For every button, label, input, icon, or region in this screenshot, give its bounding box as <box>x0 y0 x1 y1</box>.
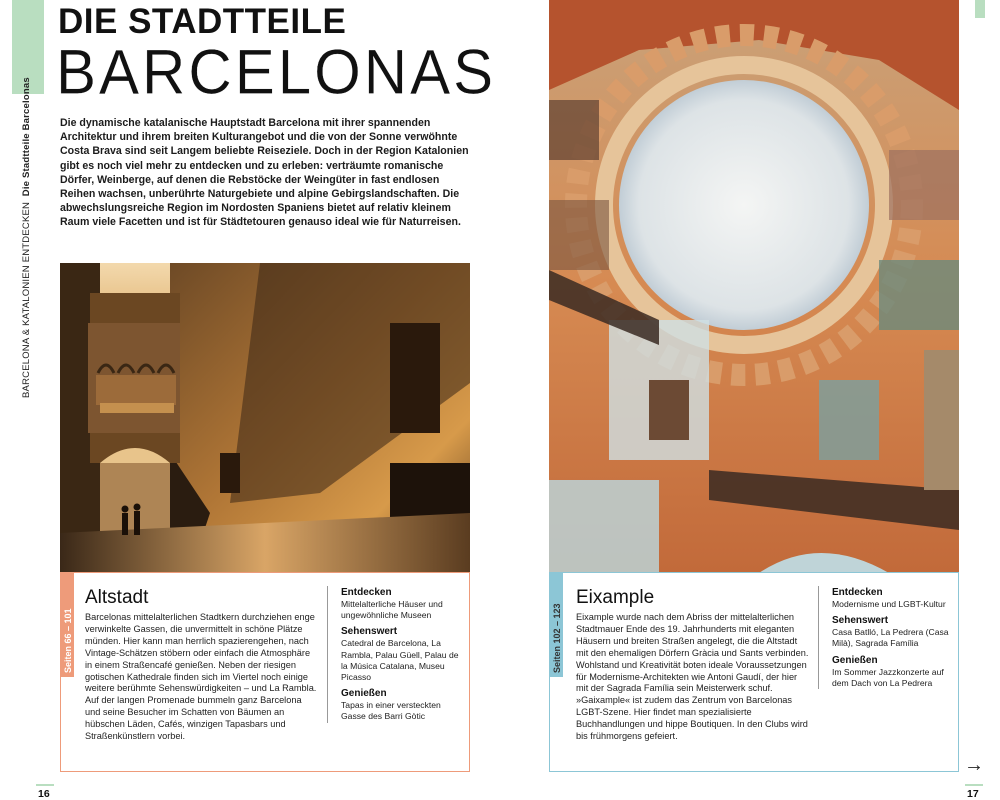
section-tab-eixample <box>549 573 563 677</box>
color-tab-right <box>975 0 985 18</box>
side-text: Mittelalterliche Häuser und ungewöhnliche Museen <box>341 599 443 621</box>
side-heading: Sehenswert <box>832 615 889 627</box>
intro-paragraph: Die dynamische katalanische Hauptstadt Barcelona mit ihrer spannenden Architektur und ihrem breiten Kulturangebot und die von der Sonne verwöhnte Costa Brava sind seit Langem beliebte Reiseziele. Doch in der Region Katalonien gibt es noch viel mehr zu entdecken und zu erleben: verträumte romanische Dörfer, Weinberge, auf denen die Rebstöcke der Weingüter in fast endlosen Reihen wachsen, unberührte Naturgebiete und alpine Gebirgslandschaften. Die abwechslungsreiche Region im Nordosten Spaniens bietet auf relativ kleinem Raum viele Facetten und ist für Städtetouren genauso ideal wie für Naturreisen. <box>60 117 469 229</box>
side-heading: Entdecken <box>341 587 392 598</box>
page-title-line1: DIE STADTTEILE <box>58 2 347 41</box>
side-text: Catedral de Barcelona, La Rambla, Palau Güell, Palau de la Música Catalana, Museu Picasso <box>341 638 459 683</box>
section-side-altstadt <box>327 586 459 723</box>
running-head-title: Die Stadtteile Barcelonas <box>21 77 32 197</box>
photo-gothic-quarter <box>60 263 470 573</box>
side-heading: Entdecken <box>832 587 883 598</box>
page-number-rule <box>36 784 54 786</box>
next-page-arrow-icon[interactable]: → <box>964 754 984 776</box>
page-number-left: 16 <box>38 788 50 800</box>
side-text: Im Sommer Jazzkonzerte auf dem Dach von La Pedrera <box>832 666 944 688</box>
section-text-eixample: Eixample wurde nach dem Abriss der mittelalterlichen Stadtmauer Ende des 19. Jahrhunderts mit eleganten Häusern und breiten Straßen angelegt, die die Altstadt mit den ehemaligen Dörfern Gràcia und Sants verbinden. Wohlstand und Kreativität boten ideale Voraussetzungen für Modernisme-Architekten wie Antoni Gaudí, der hier mit der Sagrada Família sein Meisterwerk schuf. »Gaixample« ist zudem das Zentrum von Barcelonas LGBT-Szene. Hier findet man spezialisierte Buchhandlungen und hippe Boutiquen. In den Clubs wird bis frühmorgens gefeiert. <box>576 612 809 742</box>
side-text: Casa Batlló, La Pedrera (Casa Milà), Sagrada Família <box>832 627 949 649</box>
running-head <box>18 77 40 398</box>
side-text: Tapas in einer versteckten Gasse des Barri Gòtic <box>341 700 441 722</box>
running-head-prefix: BARCELONA & KATALONIEN ENTDECKEN <box>21 201 32 398</box>
section-pages-altstadt: Seiten 66 – 101 <box>63 608 73 673</box>
page-title-line2: BARCELONAS <box>56 36 497 108</box>
photo-casa-mila-courtyard <box>549 0 959 573</box>
side-heading: Genießen <box>341 688 387 700</box>
section-tab-altstadt <box>60 573 74 677</box>
section-title-altstadt: Altstadt <box>85 587 149 608</box>
side-heading: Genießen <box>832 654 878 666</box>
section-title-eixample: Eixample <box>576 587 655 608</box>
page-number-right: 17 <box>967 788 979 800</box>
side-heading: Sehenswert <box>341 626 398 638</box>
section-text-altstadt: Barcelonas mittelalterlichen Stadtkern durchziehen enge verwinkelte Gassen, die unvermittelt in schöne Plätze münden. Hier kann man herrlich spazierengehen, nach Vintage-Schätzen stöbern oder einfach die Atmosphäre in einem Straßencafé genießen. Neben der riesigen gotischen Kathedrale finden sich im Viertel noch einige weitere berühmte Sehenswürdigkeiten – und La Rambla. Auf der langen Promenade bummeln ganz Barcelona und seine Besucher im Schatten von Bäumen an hübschen Läden, Cafés, winzigen Tapasbars und Straßenkünstlern vorbei. <box>85 612 317 742</box>
section-pages-eixample: Seiten 102 – 123 <box>552 603 562 673</box>
side-text: Modernisme und LGBT-Kultur <box>832 599 946 609</box>
page-number-rule <box>965 784 983 786</box>
section-side-eixample <box>818 586 950 689</box>
